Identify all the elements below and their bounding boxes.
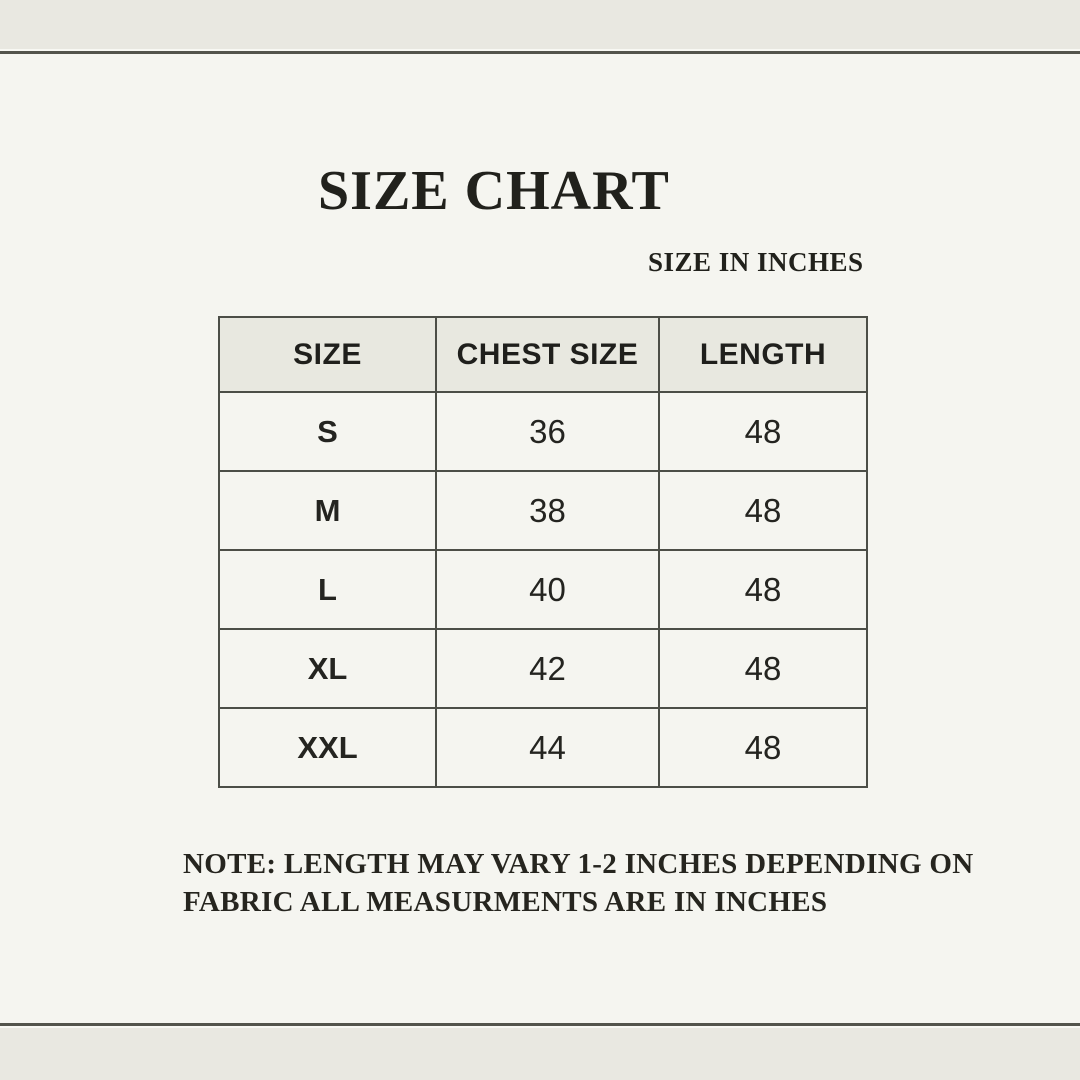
length-cell: 48 xyxy=(659,550,867,629)
top-band xyxy=(0,0,1080,49)
size-cell: XL xyxy=(219,629,436,708)
table-row-m xyxy=(219,471,867,550)
table-header-row xyxy=(219,317,867,392)
length-cell: 48 xyxy=(659,471,867,550)
table-row-xl xyxy=(219,629,867,708)
bottom-band xyxy=(0,1028,1080,1080)
column-header-size: SIZE xyxy=(219,317,436,392)
chest-size-cell: 38 xyxy=(436,471,659,550)
size-cell: S xyxy=(219,392,436,471)
length-cell: 48 xyxy=(659,708,867,787)
chest-size-cell: 36 xyxy=(436,392,659,471)
size-cell: L xyxy=(219,550,436,629)
chest-size-cell: 42 xyxy=(436,629,659,708)
column-header-length: LENGTH xyxy=(659,317,867,392)
size-cell: M xyxy=(219,471,436,550)
page-subtitle: SIZE IN INCHES xyxy=(648,247,864,277)
size-table xyxy=(218,316,868,788)
table-row-l xyxy=(219,550,867,629)
chest-size-cell: 44 xyxy=(436,708,659,787)
top-rule-divider xyxy=(0,51,1080,54)
measurement-note-line1: NOTE: LENGTH MAY VARY 1-2 INCHES DEPENDING ON xyxy=(183,848,974,880)
size-cell: XXL xyxy=(219,708,436,787)
length-cell: 48 xyxy=(659,392,867,471)
page-title: SIZE CHART xyxy=(318,160,670,222)
length-cell: 48 xyxy=(659,629,867,708)
measurement-note-line2: FABRIC ALL MEASURMENTS ARE IN INCHES xyxy=(183,886,828,918)
column-header-chest-size: CHEST SIZE xyxy=(436,317,659,392)
table-row-xxl xyxy=(219,708,867,787)
table-row-s xyxy=(219,392,867,471)
chest-size-cell: 40 xyxy=(436,550,659,629)
measurement-note xyxy=(183,845,973,921)
